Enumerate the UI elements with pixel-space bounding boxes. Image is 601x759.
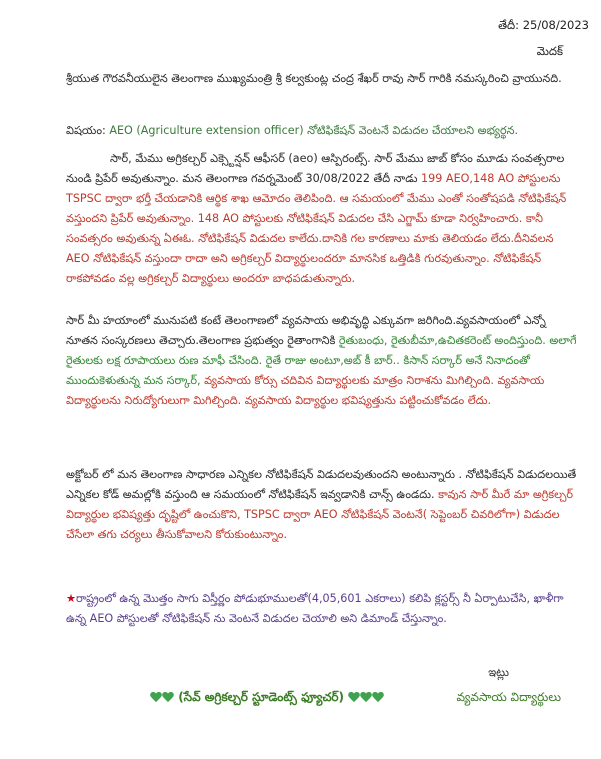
body1-part1: సార్, మేము అగ్రికల్చర్ ఎక్స్టెన్షన్ ఆఫీసర్ (aeo) ఆస్పిరంట్స్. సార్ మేము జాబ్ కోసం మూడు సంవత్సరాల నుండి ప్రిపేర్ అవుతున్నాం. మన తెలంగాణ గవర్నమెంట్ 30/08/2022 తేదీ నాడు — [66, 152, 565, 185]
salutation: శ్రీయుత గౌరవనీయులైన తెలంగాణ ముఖ్యమంత్రి శ్రీ కల్వకుంట్ల చంద్ర శేఖర్ రావు సార్ గారికి నమస్కరించి వ్రాయునది. — [66, 72, 562, 85]
subject-label: విషయం: — [66, 124, 106, 137]
body-paragraph-1 — [66, 149, 578, 289]
letter-date: తేదీ: 25/08/2023 — [498, 18, 589, 32]
signature-left — [150, 690, 384, 707]
subject-text: AEO (Agriculture extension officer) నోటిఫికేషన్ వెంటనే విడుదల చేయాలని అభ్యర్థన. — [109, 124, 519, 137]
body-paragraph-3 — [66, 465, 578, 545]
letter-place: మెదక్ — [536, 44, 563, 58]
star-icon: ★ — [66, 592, 77, 605]
signature-left-text: (సేవ్ అగ్రికల్చర్ స్టూడెంట్స్ ఫ్యూచర్) — [178, 690, 345, 704]
heart-icon — [162, 692, 174, 704]
green-hearts-icon-left — [150, 691, 174, 705]
body3-part2: కావున సార్ మీరే మా అగ్రికల్చర్ విద్యార్థుల భవిష్యత్తు దృష్టిలో ఉంచుకొని, TSPSC ద్వారా AEO నోటిఫికేషన్ వెంటనే( సెప్టెంబర్ చివరిలోగా) విడుదల చేసేలా తగు చర్యలు తీసుకోవాలని కోరుకుంటున్నాం. — [66, 488, 574, 541]
heart-icon — [348, 692, 360, 704]
body4-text: రాష్ట్రంలో ఉన్న మొత్తం సాగు విస్తీర్ణం పోడుభూములతో(4,05,601 ఎకరాలు) కలిపి క్లస్టర్స్ నీ ఏర్పాటుచేసి, ఖాళీగా ఉన్న AEO పోస్టులతో నోటిఫికేషన్ ను వెంటనే విడుదల చెయాలి అని డిమాండ్ చేస్తున్నాం. — [66, 592, 564, 625]
body3-part1: అక్టోబర్ లో మన తెలంగాణ సాధారణ ఎన్నికల నోటిఫికేషన్ విడుదలవుతుందని అంటున్నారు . నోటిఫికేషన్ విడుదలయితే ఎన్నికల కోడ్ అమల్లోకి వస్తుంది ఆ సమయంలో నోటిఫికేషన్ ఇవ్వడానికి చాన్స్ ఉండదు. — [66, 468, 577, 501]
body2-part3: వ్యవసాయ కోర్సు చదివిన విద్యార్థులకు మాత్రం నిరాశను మిగిల్చింది. వ్యవసాయ విద్యార్థులను నిరుద్యోగులుగా మిగిల్చింది. వ్యవసాయ విద్యార్థుల భవిష్యత్తును పట్టించుకోవడం లేదు. — [66, 374, 545, 407]
body1-part2: 199 AEO,148 AO పోస్టులను TSPSC ద్వారా భర్తీ చేయడానికి ఆర్థిక శాఖ ఆమోదం తెలిపింది. ఆ సమయంలో మేము ఎంతో సంతోషపడి నోటిఫికేషన్ వస్తుందని ప్రిపేర్ అవుతున్నాం. 148 AO పోస్టులకు నోటిఫికేషన్ విడుదల చేసి ఎగ్జామ్ కూడా నిర్వహించారు. కానీ సంవత్సరం అవుతున్న ఏఈఓ. నోటిఫికేషన్ విడుదల కాలేదు.దానికి గల కారణాలు మాకు తెలియడం లేదు.దీనివలన AEO నోటిఫికేషన్ వస్తుందా రాదా అని అగ్రికల్చర్ విద్యార్థులందరూ మానసిక ఒత్తిడికి గురవుతున్నాం. నోటిఫికేషన్ రాకపోవడం వల్ల అగ్రికల్చర్ విద్యార్థులు అందరూ బాధపడుతున్నారు. — [66, 172, 567, 285]
closing-word: ఇట్లు — [488, 665, 509, 679]
heart-icon — [372, 692, 384, 704]
subject-line — [66, 121, 578, 141]
green-hearts-icon-right — [348, 691, 384, 705]
body-paragraph-2 — [66, 311, 578, 411]
heart-icon — [150, 692, 162, 704]
heart-icon — [360, 692, 372, 704]
body-paragraph-4 — [66, 589, 578, 629]
body2-part2: రైతుబంధు, రైతుబీమా,ఉచితకరెంట్ అందిస్తుంది. అలాగే రైతులకు లక్ష రూపాయలు రుణ మాఫీ చేసింది. రైతే రాజు అంటూ,అబ్ కీ బార్.. కిసాన్ సర్కార్ అనే నినాదంతో ముందుకెళుతున్న మన సర్కార్, — [66, 334, 577, 387]
signature-right: వ్యవసాయ విద్యార్థులు — [456, 690, 561, 704]
body2-part1: సార్ మీ హయాంలో మునుపటి కంటే తెలంగాణలో వ్యవసాయ అభివృద్ధి ఎక్కువగా జరిగింది.వ్యవసాయంలో ఎన్నో నూతన సంస్కరణలు తెచ్చారు.తెలంగాణ ప్రభుత్వం రైతాంగానికి — [66, 314, 546, 347]
